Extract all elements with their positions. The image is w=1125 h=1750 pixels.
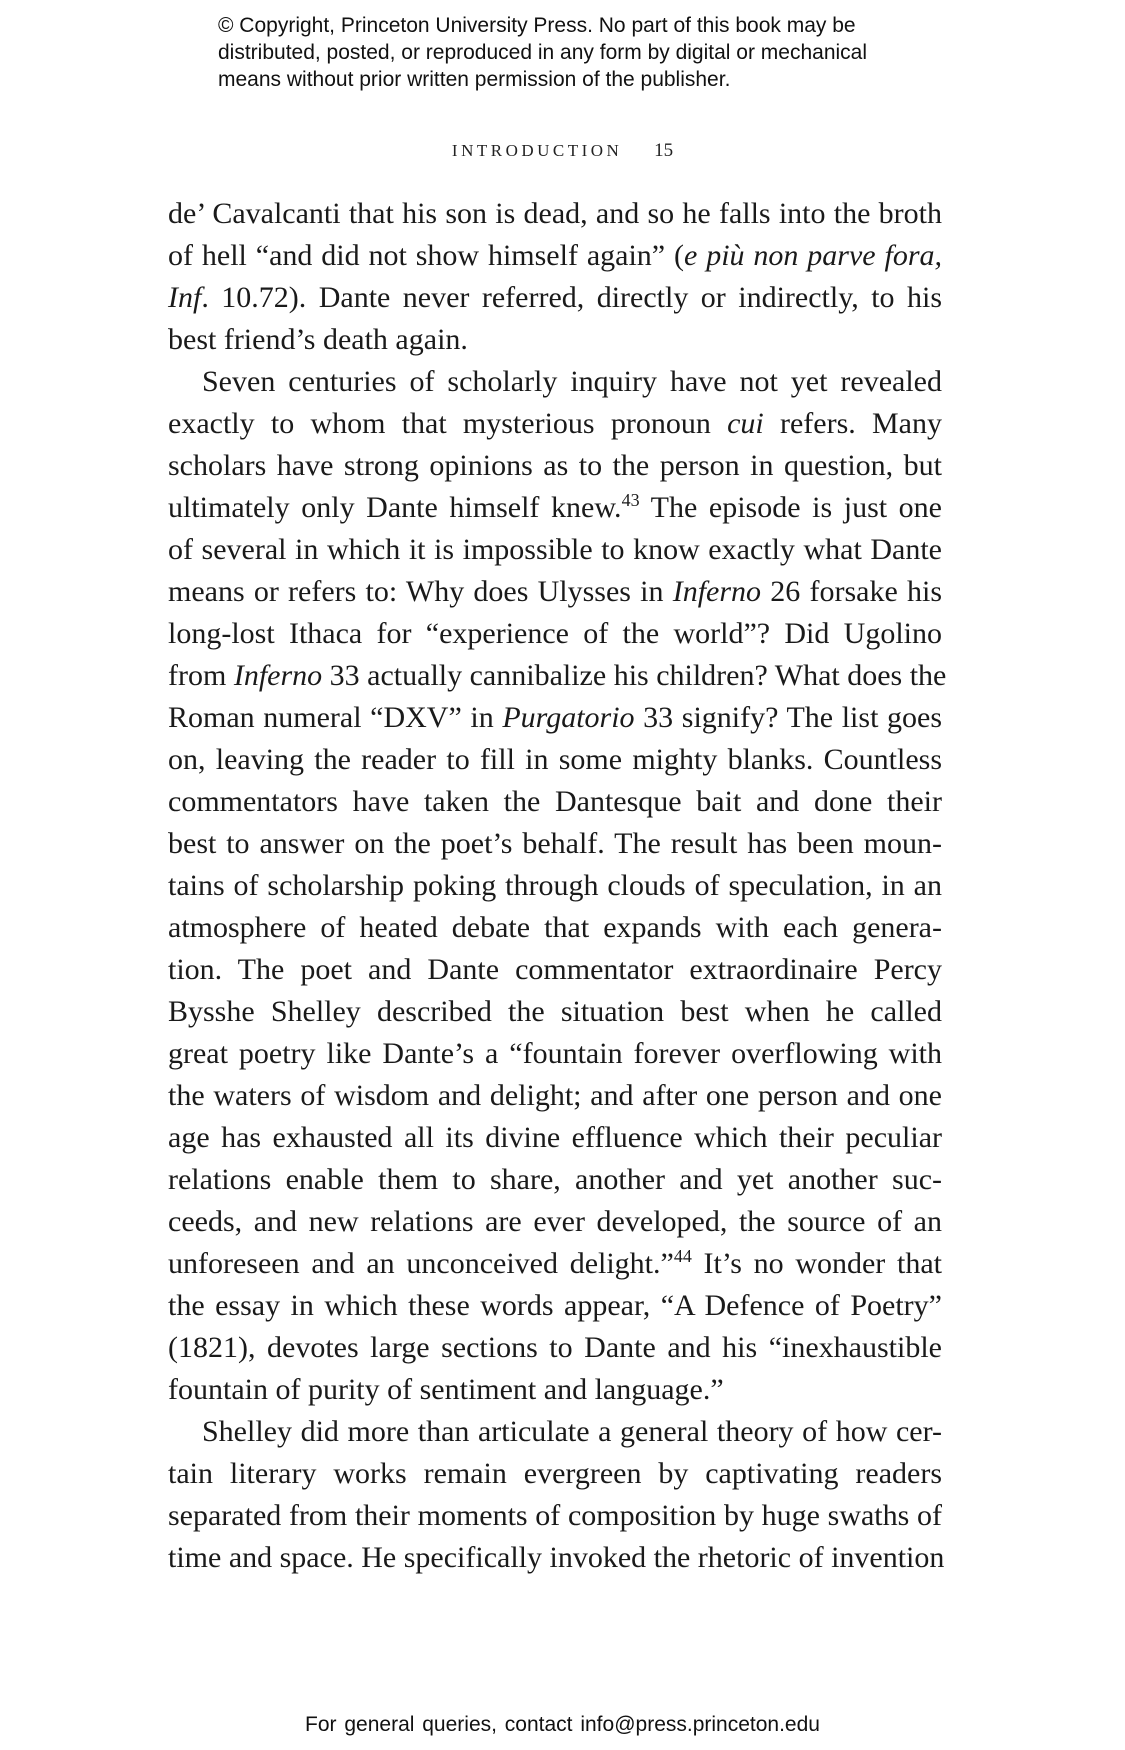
copyright-line: distributed, posted, or reproduced in any form by digital or mechanical [218, 41, 868, 64]
text-line [168, 403, 942, 445]
text-line [168, 991, 942, 1033]
text-line [168, 1537, 945, 1579]
text-line [168, 655, 947, 697]
text-run: tains of scholarship poking through clouds of speculation, in an [168, 869, 942, 902]
text-line [168, 487, 942, 529]
text-run: ultimately only Dante himself knew. [168, 491, 622, 524]
text-run: fountain of purity of sentiment and language.” [168, 1373, 724, 1406]
text-run: on, leaving the reader to fill in some mighty blanks. Countless [168, 743, 942, 776]
text-line [168, 1495, 942, 1537]
text-run: Seven centuries of scholarly inquiry have not yet revealed [202, 365, 942, 398]
text-line [168, 1369, 942, 1411]
text-line [168, 739, 942, 781]
text-line [168, 235, 942, 277]
text-line [168, 781, 942, 823]
copyright-line: © Copyright, Princeton University Press. No part of this book may be [218, 14, 856, 37]
text-run: de’ Cavalcanti that his son is dead, and so he falls into the broth [168, 197, 942, 230]
text-run: best to answer on the poet’s behalf. The result has been moun- [168, 827, 942, 860]
running-head-section: INTRODUCTION [451, 141, 623, 160]
text-line [168, 697, 942, 739]
text-line [168, 193, 942, 235]
text-run: relations enable them to share, another and yet another suc- [168, 1163, 942, 1196]
italic-run: Inferno [233, 659, 323, 692]
page-number: 15 [654, 140, 674, 161]
italic-run: Inf [168, 281, 202, 314]
text-line [168, 1033, 942, 1075]
italic-run: cui [727, 407, 764, 440]
text-line [168, 361, 942, 403]
text-run: ceeds, and new relations are ever developed, the source of an [168, 1205, 942, 1238]
text-run: means or refers to: Why does Ulysses in [168, 575, 673, 608]
text-run: scholars have strong opinions as to the person in question, but [168, 449, 942, 482]
text-run: of hell “and did not show himself again” ( [168, 239, 684, 272]
text-run: great poetry like Dante’s a “fountain forever overflowing with [168, 1037, 942, 1070]
body-text [168, 193, 947, 1579]
text-line [168, 1411, 942, 1453]
text-line [168, 823, 942, 865]
text-run: of several in which it is impossible to know exactly what Dante [168, 533, 942, 566]
text-line [168, 319, 942, 361]
text-run: Roman numeral “DXV” in [168, 701, 503, 734]
text-line [168, 1243, 942, 1285]
italic-run: e più non parve fora, [683, 239, 943, 272]
text-run: time and space. He specifically invoked the rhetoric of invention [168, 1541, 945, 1574]
running-head [0, 140, 1125, 162]
text-run: separated from their moments of composition by huge swaths of [168, 1499, 942, 1532]
text-run: Shelley did more than articulate a general theory of how cer- [202, 1415, 942, 1448]
text-run: best friend’s death again. [168, 323, 468, 356]
text-line [168, 613, 942, 655]
text-line [168, 571, 942, 613]
text-line [168, 1075, 942, 1117]
text-run: refers. Many [763, 407, 942, 440]
footer-contact: For general queries, contact info@press.princeton.edu [305, 1713, 820, 1736]
text-run: 26 forsake his [761, 575, 943, 608]
text-run: (1821), devotes large sections to Dante and his “inexhaustible [168, 1331, 942, 1364]
text-line [168, 1117, 942, 1159]
text-line [168, 907, 942, 949]
text-line [168, 529, 942, 571]
text-run: tain literary works remain evergreen by captivating readers [168, 1457, 942, 1490]
text-run: Bysshe Shelley described the situation best when he called [168, 995, 942, 1028]
text-line [168, 1285, 942, 1327]
text-run: tion. The poet and Dante commentator extraordinaire Percy [168, 953, 942, 986]
text-run: the waters of wisdom and delight; and after one person and one [168, 1079, 942, 1112]
text-line [168, 445, 942, 487]
text-line [168, 277, 942, 319]
text-run: 33 signify? The list goes [634, 701, 942, 734]
text-run: age has exhausted all its divine effluence which their peculiar [168, 1121, 942, 1154]
text-line [168, 1159, 942, 1201]
text-run: the essay in which these words appear, “A Defence of Poetry” [168, 1289, 942, 1322]
text-line [168, 949, 942, 991]
text-run: exactly to whom that mysterious pronoun [168, 407, 728, 440]
text-line [168, 1327, 942, 1369]
text-run: unforeseen and an unconceived delight.” [168, 1247, 674, 1280]
italic-run: Inferno [672, 575, 762, 608]
footnote-ref: 44 [673, 1246, 692, 1266]
copyright-line: means without prior written permission of the publisher. [218, 68, 731, 91]
text-run: The episode is just one [639, 491, 943, 524]
text-run: It’s no wonder that [691, 1247, 943, 1280]
text-run: long-lost Ithaca for “experience of the world”? Did Ugolino [168, 617, 942, 650]
text-line [168, 865, 942, 907]
text-line [168, 1201, 942, 1243]
text-run: commentators have taken the Dantesque bait and done their [168, 785, 942, 818]
text-run: from [168, 659, 234, 692]
italic-run: Purgatorio [502, 701, 635, 734]
text-run: . 10.72). Dante never referred, directly or indirectly, to his [201, 281, 942, 314]
text-run: 33 actually cannibalize his children? What does the [322, 659, 947, 692]
text-run: atmosphere of heated debate that expands with each genera- [168, 911, 942, 944]
copyright-notice [218, 12, 958, 93]
text-line [168, 1453, 942, 1495]
footnote-ref: 43 [621, 490, 640, 510]
